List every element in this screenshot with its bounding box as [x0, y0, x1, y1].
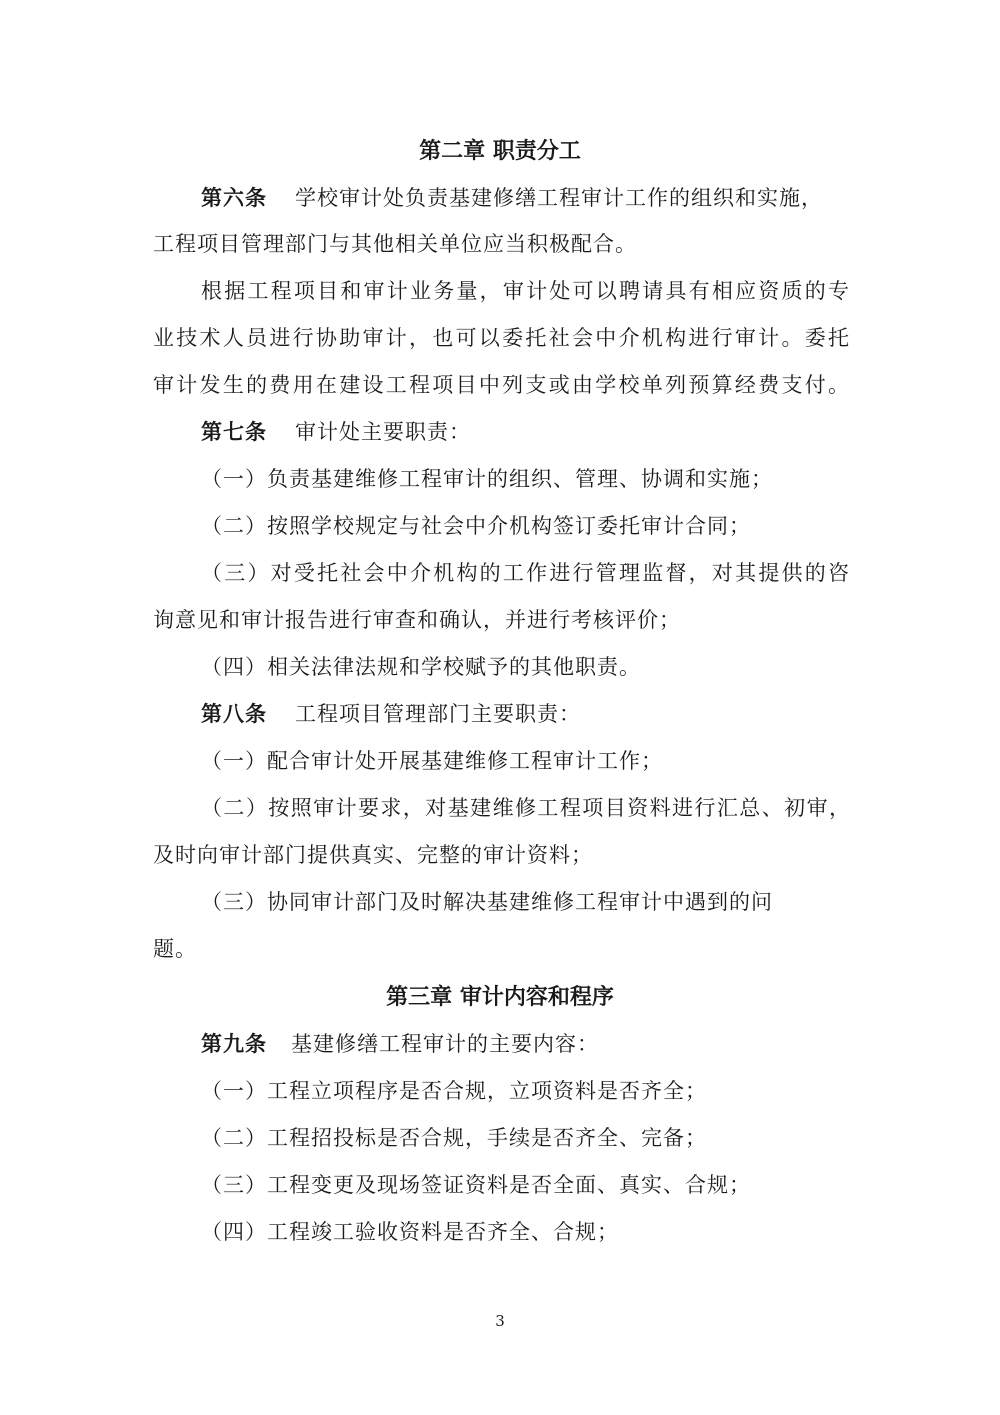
article-6-line-3: 根据工程项目和审计业务量，审计处可以聘请具有相应资质的专 — [201, 279, 850, 303]
article-6-label: 第六条 — [201, 185, 267, 210]
article-6-line-4: 业技术人员进行协助审计，也可以委托社会中介机构进行审计。委托 — [153, 326, 850, 350]
article-7-item-3-line-1: （三）对受托社会中介机构的工作进行管理监督，对其提供的咨 — [201, 561, 850, 585]
article-8-item-1: （一）配合审计处开展基建维修工程审计工作； — [201, 749, 663, 773]
page-number: 3 — [495, 1312, 505, 1330]
article-9-intro: 基建修缮工程审计的主要内容： — [291, 1032, 599, 1056]
article-7-intro: 审计处主要职责： — [295, 420, 471, 444]
article-9-item-1: （一）工程立项程序是否合规，立项资料是否齐全； — [201, 1079, 707, 1103]
article-8-item-2-line-2: 及时向审计部门提供真实、完整的审计资料； — [153, 843, 593, 867]
article-7-item-3-line-2: 询意见和审计报告进行审查和确认，并进行考核评价； — [153, 608, 681, 632]
article-6-line-1 — [201, 183, 823, 213]
article-8-item-3-line-2: 题。 — [153, 937, 197, 961]
article-8-item-2-line-1: （二）按照审计要求，对基建维修工程项目资料进行汇总、初审， — [201, 796, 850, 820]
article-8-label: 第八条 — [201, 701, 267, 726]
article-6-line-5: 审计发生的费用在建设工程项目中列支或由学校单列预算经费支付。 — [153, 373, 850, 397]
article-7-item-2: （二）按照学校规定与社会中介机构签订委托审计合同； — [201, 514, 751, 538]
article-6-line-2: 工程项目管理部门与其他相关单位应当积极配合。 — [153, 232, 637, 256]
article-9-item-3: （三）工程变更及现场签证资料是否全面、真实、合规； — [201, 1173, 751, 1197]
article-7-item-1: （一）负责基建维修工程审计的组织、管理、协调和实施； — [201, 467, 773, 491]
article-8-item-3-line-1: （三）协同审计部门及时解决基建维修工程审计中遇到的问 — [201, 890, 773, 914]
article-9-line — [201, 1029, 599, 1059]
article-6-text-1: 学校审计处负责基建修缮工程审计工作的组织和实施， — [295, 186, 823, 210]
article-8-intro: 工程项目管理部门主要职责： — [295, 702, 581, 726]
article-8-line — [201, 699, 581, 729]
article-9-item-2: （二）工程招投标是否合规，手续是否齐全、完备； — [201, 1126, 707, 1150]
chapter-3-heading: 第三章 审计内容和程序 — [386, 984, 614, 1010]
article-9-label: 第九条 — [201, 1031, 267, 1056]
chapter-2-heading: 第二章 职责分工 — [419, 138, 581, 164]
article-7-item-4: （四）相关法律法规和学校赋予的其他职责。 — [201, 655, 641, 679]
article-7-label: 第七条 — [201, 419, 267, 444]
article-9-item-4: （四）工程竣工验收资料是否齐全、合规； — [201, 1220, 619, 1244]
article-7-line — [201, 417, 471, 447]
